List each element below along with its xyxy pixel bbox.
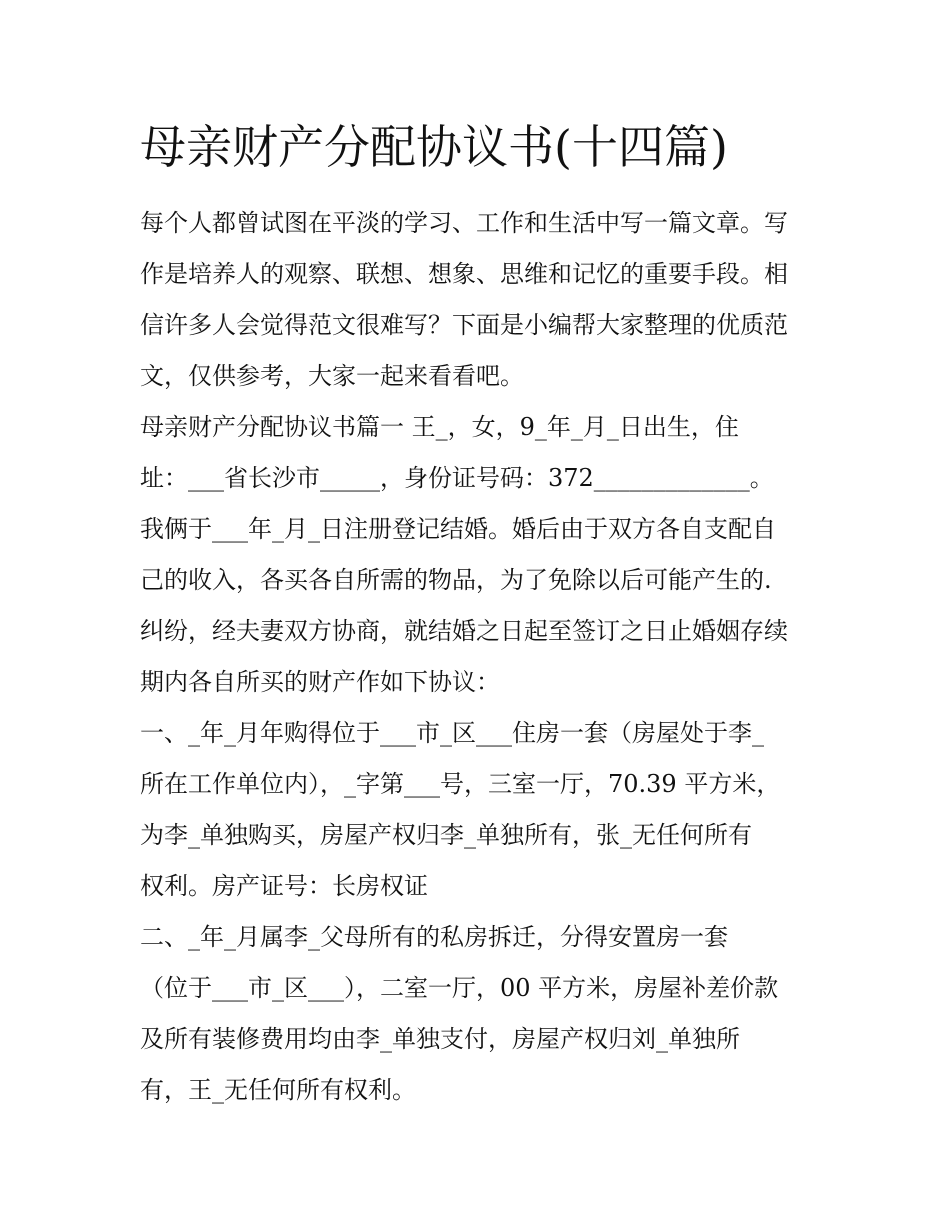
body-line: 二、_年_月属李_父母所有的私房拆迁，分得安置房一套 <box>140 923 728 951</box>
body-line: 己的收入，各买各自所需的物品，为了免除以后可能产生的. <box>140 566 772 594</box>
body-line: 所在工作单位内），_字第___号，三室一厅，70.39 平方米， <box>140 770 781 798</box>
document-title: 母亲财产分配协议书(十四篇) <box>140 120 728 174</box>
body-line: 我俩于___年_月_日注册登记结婚。婚后由于双方各自支配自 <box>140 515 776 543</box>
body-line: 权利。房产证号：长房权证 <box>140 872 428 900</box>
body-line: 为李_单独购买，房屋产权归李_单独所有，张_无任何所有 <box>140 821 752 849</box>
body-line: 纠纷，经夫妻双方协商，就结婚之日起至签订之日止婚姻存续 <box>140 617 788 645</box>
body-line: 文，仅供参考，大家一起来看看吧。 <box>140 362 524 390</box>
body-line: 有，王_无任何所有权利。 <box>140 1076 416 1104</box>
body-line: 母亲财产分配协议书篇一 王_，女，9_年_月_日出生，住 <box>140 413 739 441</box>
body-line: 信许多人会觉得范文很难写？下面是小编帮大家整理的优质范 <box>140 311 788 339</box>
document-body <box>140 198 830 1116</box>
body-line: 期内各自所买的财产作如下协议： <box>140 668 500 696</box>
body-line: 一、_年_月年购得位于___市_区___住房一套（房屋处于李_ <box>140 719 764 747</box>
body-line: （位于___市_区___），二室一厅，00 平方米，房屋补差价款 <box>140 974 779 1002</box>
body-line: 每个人都曾试图在平淡的学习、工作和生活中写一篇文章。写 <box>140 209 788 237</box>
body-line: 作是培养人的观察、联想、想象、思维和记忆的重要手段。相 <box>140 260 788 288</box>
body-line: 址：___省长沙市_____，身份证号码：372_____________。 <box>140 464 774 492</box>
body-line: 及所有装修费用均由李_单独支付，房屋产权归刘_单独所 <box>140 1025 740 1053</box>
